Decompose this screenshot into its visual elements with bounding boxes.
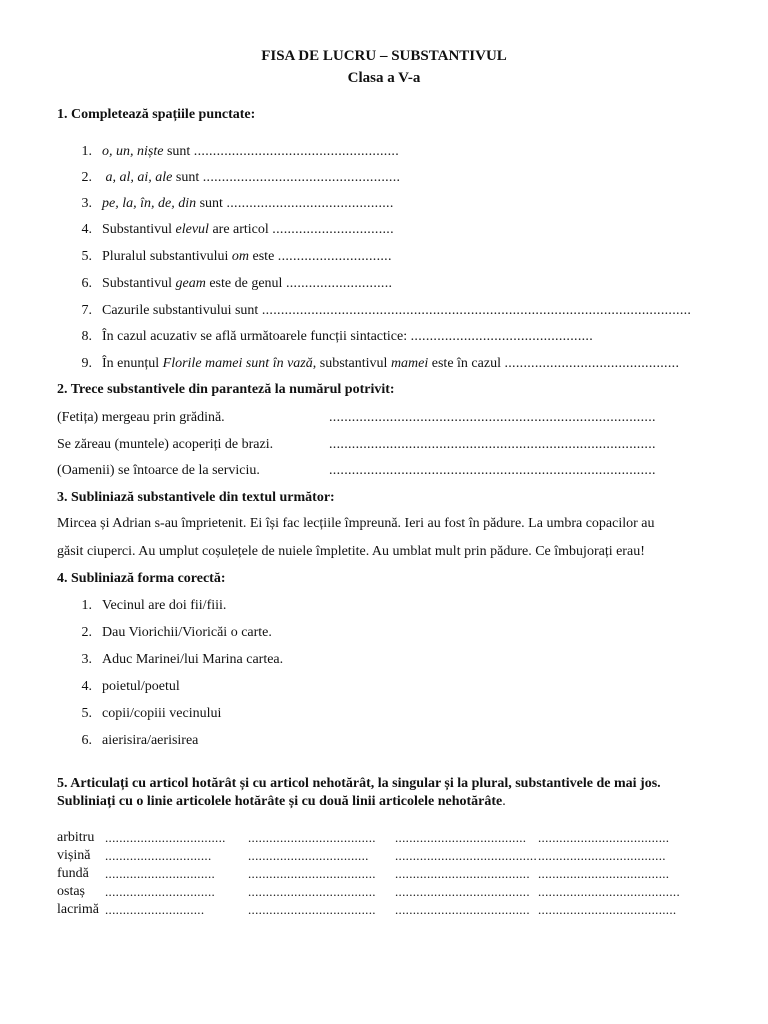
section1-item-a: Substantivul <box>102 276 176 291</box>
section1-item-number: 3. <box>81 196 92 211</box>
section1-item-dots: ................................................ <box>410 329 594 344</box>
section5-heading-2-text: Subliniați cu o linie articolele hotărâte și cu două linii articolele nehotărâte <box>57 794 503 809</box>
section2-sentence: (Oamenii) se întoarce de la serviciu. <box>57 463 260 478</box>
section5-noun: arbitru <box>57 830 95 845</box>
section1-item-dots: ............................ <box>285 276 393 291</box>
page-title: FISA DE LUCRU – SUBSTANTIVUL <box>261 48 507 64</box>
section4-item: Aduc Marinei/lui Marina cartea. <box>102 652 284 667</box>
section1-item-b: sunt <box>172 170 203 185</box>
section1-item-dots: .............................. <box>277 249 392 264</box>
section1-item <box>102 222 394 238</box>
section5-answer-dots: ............................... <box>105 884 216 899</box>
section1-item-dots: ............................................ <box>226 196 394 211</box>
section1-item-i: om <box>231 249 250 264</box>
section5-answer-dots: .................................. <box>105 830 226 845</box>
section5-answer-dots: ........................................ <box>538 884 680 899</box>
section1-item-b: este <box>249 249 278 264</box>
section1-item-dots: ................................................................................................................. <box>261 303 692 318</box>
section1-item <box>102 276 392 292</box>
section4-heading: 4. Subliniază forma corectă: <box>57 571 226 586</box>
section5-answer-dots: ...................................... <box>395 902 530 917</box>
section5-answer-dots: .................................... <box>248 902 376 917</box>
section1-item <box>102 356 679 372</box>
page-subtitle: Clasa a V-a <box>347 70 421 86</box>
section1-item-i: geam <box>175 276 206 291</box>
section1-item-i: a, al, ai, ale <box>105 170 173 185</box>
section1-item-i2: mamei <box>390 356 429 371</box>
section5-answer-dots: .................................. <box>248 848 369 863</box>
section5-noun: vișină <box>57 848 91 863</box>
section1-item-number: 2. <box>81 170 92 185</box>
section1-item <box>102 170 400 186</box>
section5-answer-dots: ...................................... <box>395 866 530 881</box>
section1-item <box>102 196 394 212</box>
section5-answer-dots: ............................ <box>105 902 205 917</box>
section1-item-b: sunt <box>163 144 194 159</box>
section2-answer-dots: ...................................................................................... <box>329 463 656 478</box>
section3-text-line-2: găsit ciuperci. Au umplut coșulețele de nuiele împletite. Au umblat mult prin pădure. Ce îmbujorați erau! <box>57 544 645 559</box>
section1-item <box>102 329 593 345</box>
section1-item-i: elevul <box>175 222 209 237</box>
section1-item <box>102 303 691 319</box>
section5-answer-dots: .............................. <box>105 848 212 863</box>
section1-item-a: Substantivul <box>102 222 176 237</box>
section4-item-number: 1. <box>81 598 92 613</box>
section1-item-number: 9. <box>81 356 92 371</box>
section1-item-i: pe, la, în, de, din <box>102 196 197 211</box>
section1-heading: 1. Completează spațiile punctate: <box>57 107 256 122</box>
section5-answer-dots: ..................................... <box>395 830 527 845</box>
section5-answer-dots: ....................................... <box>538 902 677 917</box>
section1-item-dots: .................................................... <box>202 170 401 185</box>
section1-item-number: 6. <box>81 276 92 291</box>
section4-item-number: 4. <box>81 679 92 694</box>
section5-noun: ostaș <box>57 884 85 899</box>
section4-item: Vecinul are doi fii/fiii. <box>102 598 227 613</box>
section1-item-b: are articol <box>208 222 273 237</box>
section1-item-number: 7. <box>81 303 92 318</box>
section5-answer-dots: ..................................... <box>538 866 670 881</box>
section5-answer-dots: ............................... <box>105 866 216 881</box>
section1-item <box>102 249 392 265</box>
section1-item-dots: .............................................. <box>504 356 680 371</box>
section1-item-b: sunt <box>196 196 227 211</box>
section1-item-b: este de genul <box>205 276 286 291</box>
section2-heading: 2. Trece substantivele din paranteză la numărul potrivit: <box>57 382 395 397</box>
section5-heading-line-2 <box>57 794 506 810</box>
section1-item-a: În enunțul <box>102 356 163 371</box>
section1-item-number: 1. <box>81 144 92 159</box>
section4-item-number: 3. <box>81 652 92 667</box>
section4-item-number: 6. <box>81 733 92 748</box>
section4-item: aierisira/aerisirea <box>102 733 199 748</box>
section2-sentence: Se zăreau (muntele) acoperiți de brazi. <box>57 437 274 452</box>
section2-answer-dots: ...................................................................................... <box>329 410 656 425</box>
section1-item-number: 8. <box>81 329 92 344</box>
section5-answer-dots: ........................................ <box>395 848 537 863</box>
section5-answer-dots: .................................... <box>248 866 376 881</box>
section1-item-a: În cazul acuzativ se află următoarele funcții sintactice: <box>102 329 411 344</box>
section1-item <box>102 144 399 160</box>
section5-heading-2-end: . <box>502 794 506 809</box>
section1-item-dots: ...................................................... <box>193 144 399 159</box>
section5-answer-dots: ..................................... <box>538 830 670 845</box>
section5-noun: fundă <box>57 866 89 881</box>
section5-heading-line-1: 5. Articulați cu articol hotărât și cu articol nehotărât, la singular și la plural, substantivele de mai jos. <box>57 776 661 791</box>
section3-heading: 3. Subliniază substantivele din textul următor: <box>57 490 335 505</box>
section1-item-i: Florile mamei sunt în vază <box>162 356 313 371</box>
section1-item-number: 4. <box>81 222 92 237</box>
section1-item-number: 5. <box>81 249 92 264</box>
section1-item-a: Pluralul substantivului <box>102 249 232 264</box>
section4-item-number: 2. <box>81 625 92 640</box>
section2-sentence: (Fetița) mergeau prin grădină. <box>57 410 225 425</box>
section5-answer-dots: .................................... <box>248 884 376 899</box>
section4-item: poietul/poetul <box>102 679 180 694</box>
section5-answer-dots: ...................................... <box>395 884 530 899</box>
section4-item-number: 5. <box>81 706 92 721</box>
section2-answer-dots: ...................................................................................... <box>329 437 656 452</box>
section4-item: Dau Viorichii/Vioricăi o carte. <box>102 625 272 640</box>
section3-text-line-1: Mircea și Adrian s-au împrietenit. Ei își fac lecțiile împreună. Ieri au fost în pădure. La umbra copacilor au <box>57 516 655 531</box>
section1-item-b: , substantivul <box>312 356 391 371</box>
section1-item-i: o, un, niște <box>102 144 164 159</box>
section4-item: copii/copiii vecinului <box>102 706 222 721</box>
section5-answer-dots: .................................... <box>248 830 376 845</box>
section1-item-c: este în cazul <box>428 356 505 371</box>
section5-noun: lacrimă <box>57 902 99 917</box>
section1-item-dots: ................................ <box>272 222 394 237</box>
section5-answer-dots: .................................... <box>538 848 666 863</box>
section1-item-a: Cazurile substantivului sunt <box>102 303 262 318</box>
